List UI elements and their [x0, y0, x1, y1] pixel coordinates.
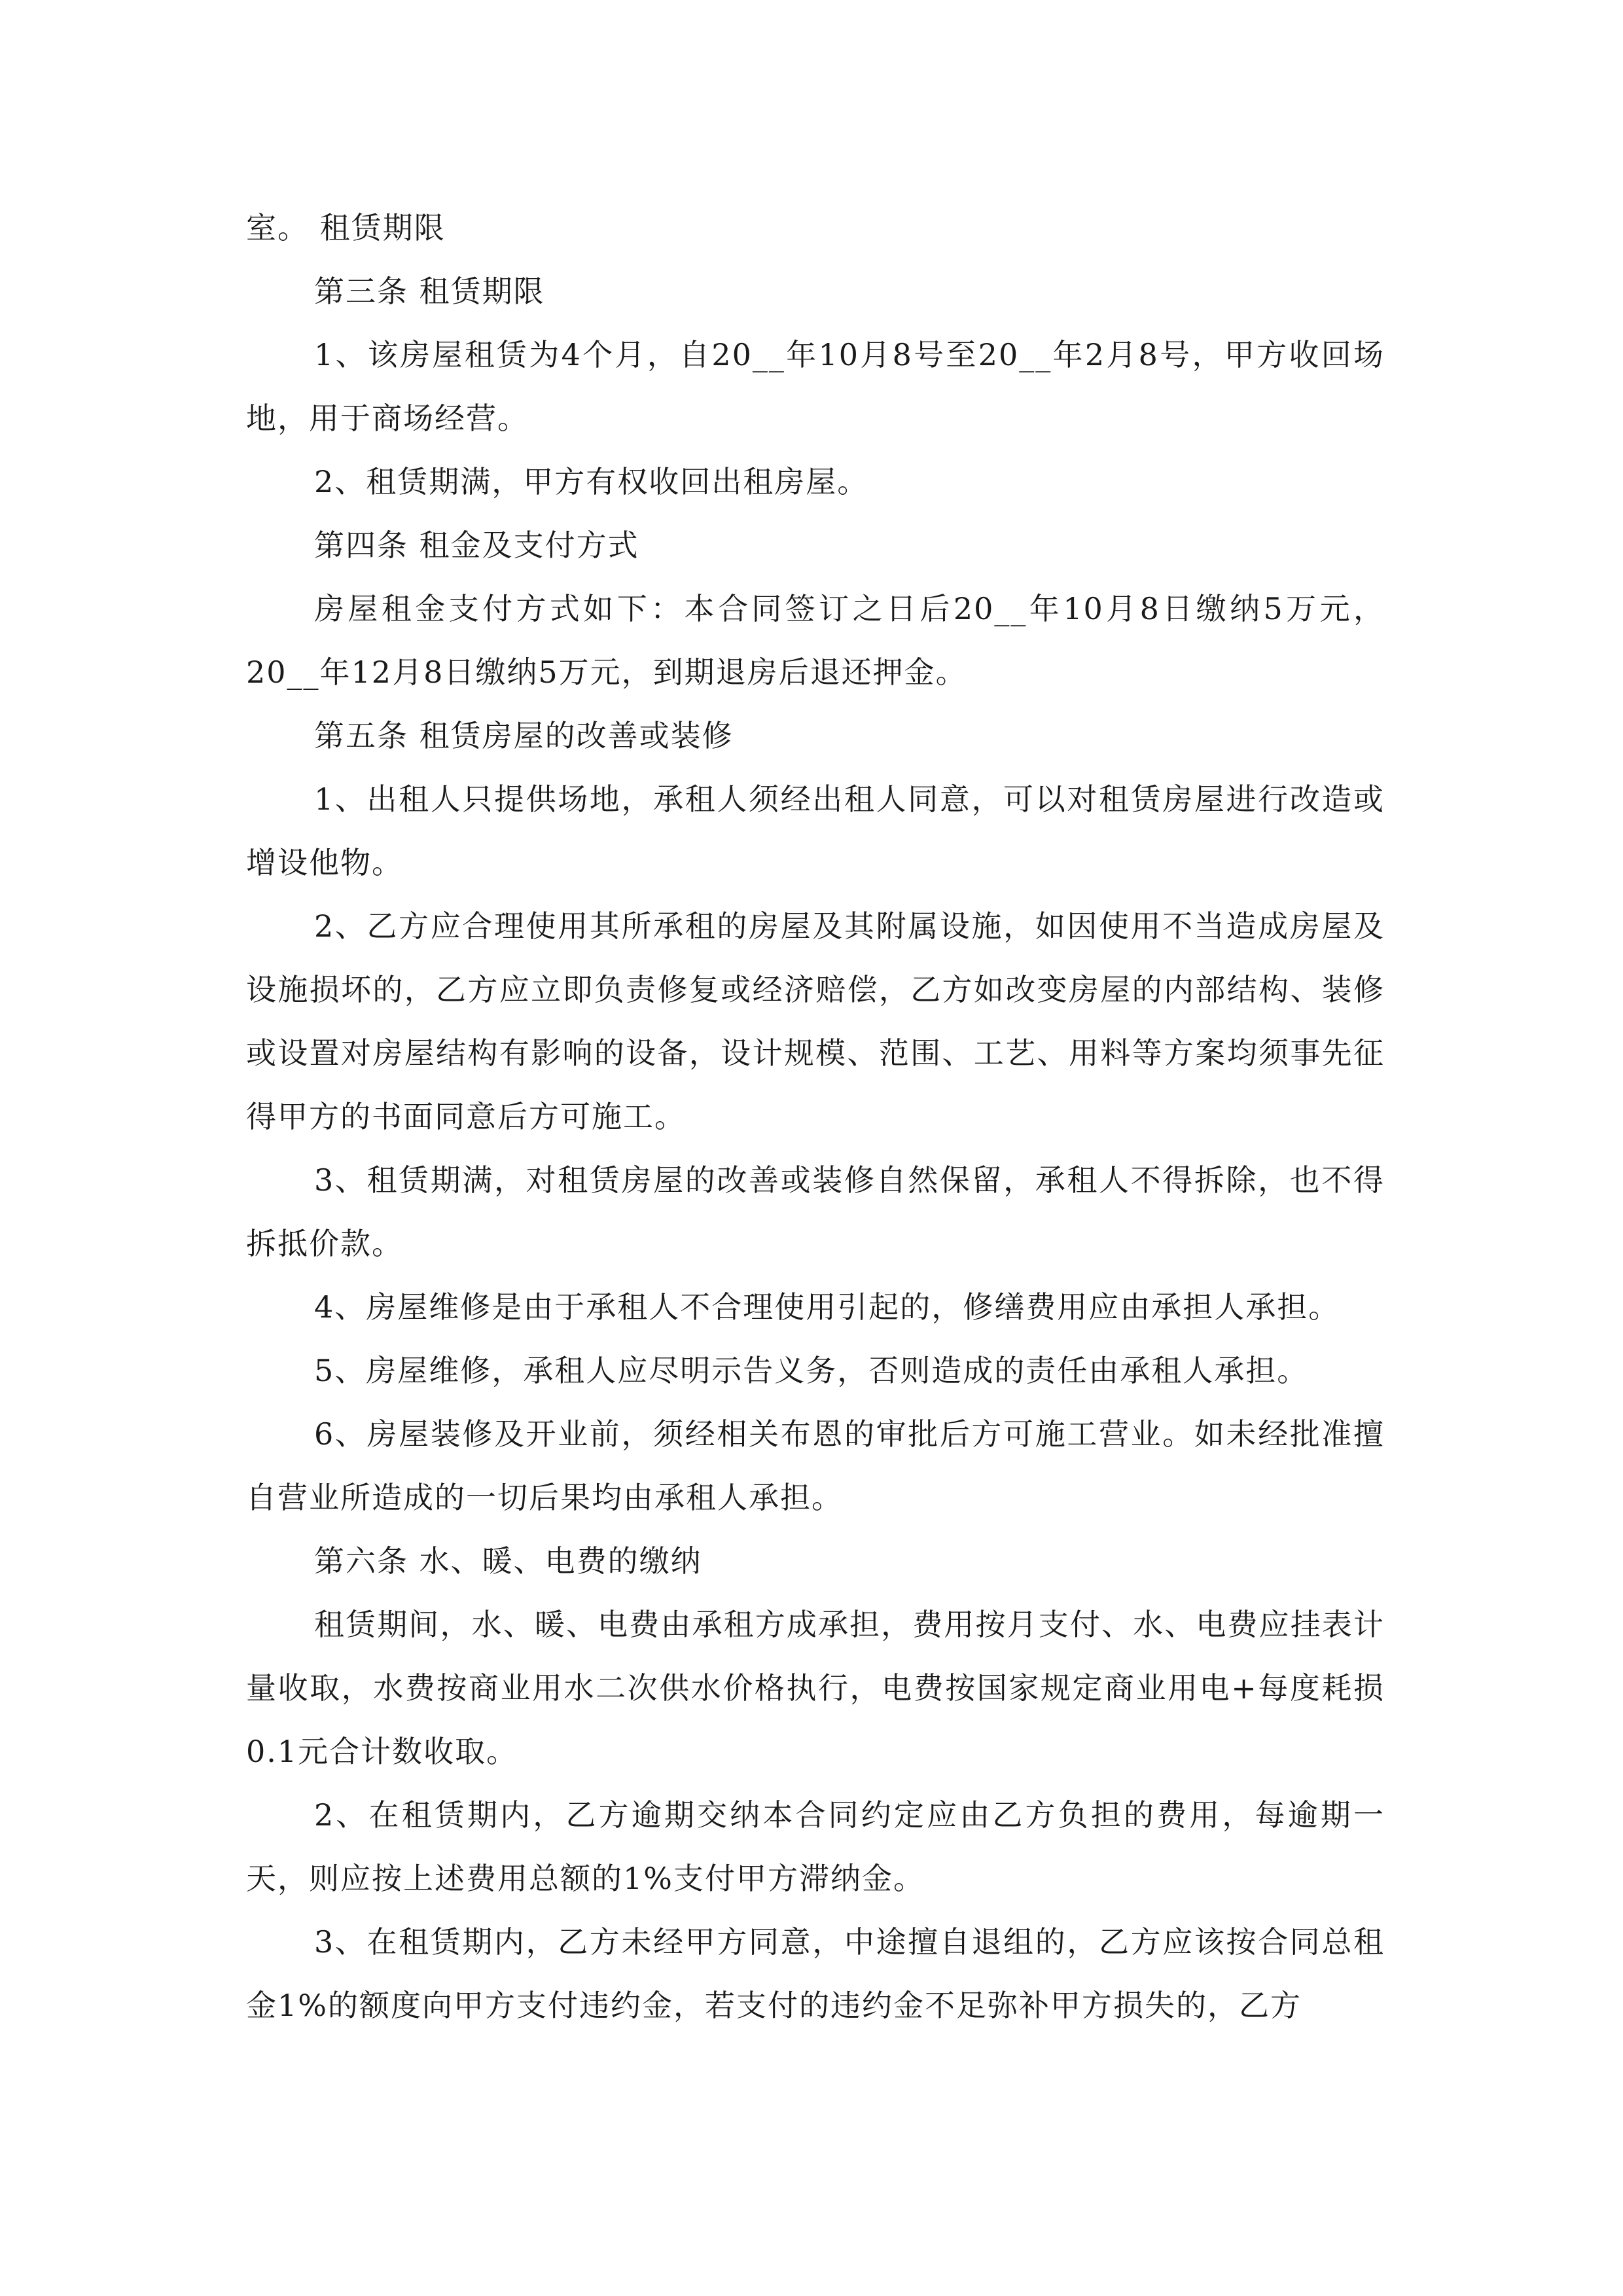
article-5-clause-5: 5、房屋维修，承租人应尽明示告义务，否则造成的责任由承租人承担。: [314, 1353, 1309, 1388]
article-3-clause-1: 1、该房屋租赁为4个月，自20__年10月8号至20__年2月8号，甲方收回场地，用于商场经营。: [246, 337, 1385, 436]
article-5-clause-2: 2、乙方应合理使用其所承租的房屋及其附属设施，如因使用不当造成房屋及设施损坏的，乙方应立即负责修复或经济赔偿，乙方如改变房屋的内部结构、装修或设置对房屋结构有影响的设备，设计规模、范围、工艺、用料等方案均须事先征得甲方的书面同意后方可施工。: [246, 908, 1385, 1134]
contract-body: [246, 196, 1385, 2037]
article-5-clause-4: 4、房屋维修是由于承租人不合理使用引起的，修缮费用应由承担人承担。: [314, 1289, 1340, 1325]
article-6-heading: 第六条 水、暖、电费的缴纳: [314, 1543, 702, 1579]
article-6-clause-3: 3、在租赁期内，乙方未经甲方同意，中途擅自退组的，乙方应该按合同总租金1%的额度向甲方支付违约金，若支付的违约金不足弥补甲方损失的，乙方: [246, 1924, 1385, 2023]
article-3-clause-2: 2、租赁期满，甲方有权收回出租房屋。: [314, 464, 869, 499]
article-4-payment-terms: 房屋租金支付方式如下：本合同签订之日后20__年10月8日缴纳5万元，20__年12月8日缴纳5万元，到期退房后退还押金。: [246, 591, 1385, 690]
article-3-heading: 第三条 租赁期限: [314, 274, 545, 309]
article-4-heading: 第四条 租金及支付方式: [314, 528, 639, 563]
article-5-heading: 第五条 租赁房屋的改善或装修: [314, 718, 734, 753]
paragraph-continuation: 室。 租赁期限: [246, 210, 446, 245]
article-5-clause-3: 3、租赁期满，对租赁房屋的改善或装修自然保留，承租人不得拆除，也不得拆抵价款。: [246, 1162, 1385, 1261]
article-5-clause-1: 1、出租人只提供场地，承租人须经出租人同意，可以对租赁房屋进行改造或增设他物。: [246, 781, 1385, 880]
article-5-clause-6: 6、房屋装修及开业前，须经相关布恩的审批后方可施工营业。如未经批准擅自营业所造成的一切后果均由承租人承担。: [246, 1416, 1385, 1515]
article-6-clause-2: 2、在租赁期内，乙方逾期交纳本合同约定应由乙方负担的费用，每逾期一天，则应按上述费用总额的1%支付甲方滞纳金。: [246, 1797, 1385, 1896]
article-6-utilities-terms: 租赁期间，水、暖、电费由承租方成承担，费用按月支付、水、电费应挂表计量收取，水费按商业用水二次供水价格执行，电费按国家规定商业用电+每度耗损0.1元合计数收取。: [246, 1607, 1385, 1769]
